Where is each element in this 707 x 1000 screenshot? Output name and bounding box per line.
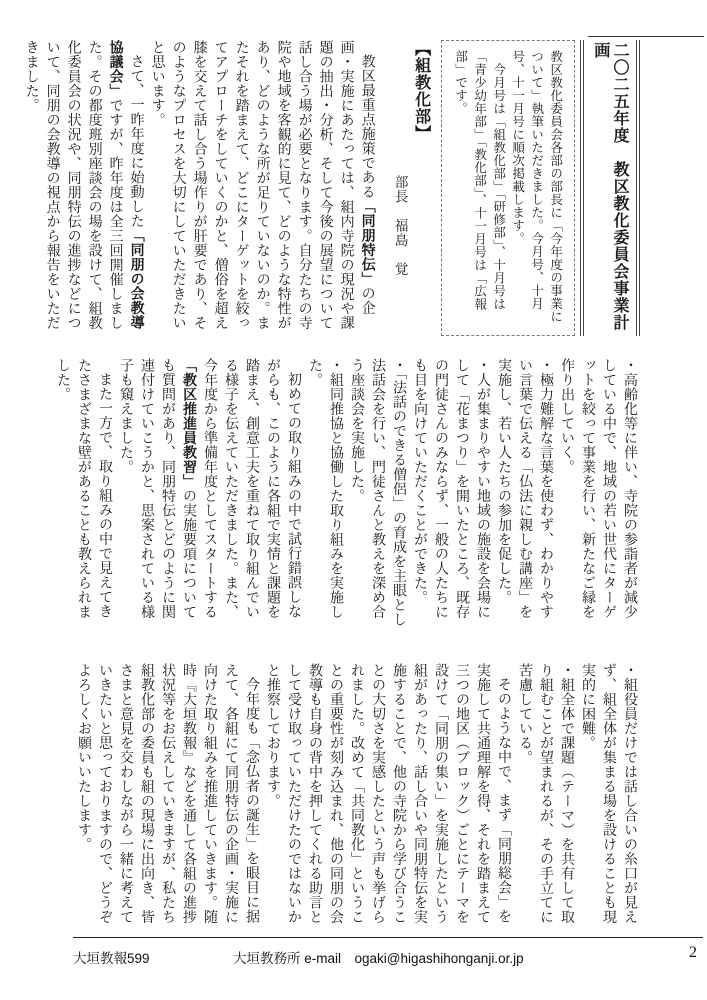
paragraph: 今月号は「組教化部」「研修部」、十月号は「青少幼年部」「教化部」、十一月号は「広報部」です。 xyxy=(453,50,506,311)
paragraph: 初めての取り組みの中で試行錯誤しながらも、このように各組で実情と課題を踏まえ、創意工夫を重ねて取り組んでいる様子を伝えていただきました。また、今年度から準備年度としてスタートする「教区推進員教習」の実施要項についても質問があり、同朋特伝とどのように関連付けていこうかと、思案されている様子も窺えました。 xyxy=(118,358,301,619)
section-author: 部長 福島 覚 xyxy=(392,175,408,277)
text-row-2 xyxy=(55,358,640,632)
publication-name: 大垣教報599 xyxy=(73,951,150,966)
paragraph: 教区教化委員会各部の部長に「今年度の事業について」執筆いただきました。今月号、十月号、十一月号に順次掲載します。 xyxy=(510,50,563,323)
page-title: 二〇二五年度 教区教化委員会事業計画 xyxy=(580,40,640,336)
paragraph: 教区最重点施策である「同朋特伝」の企画・実施にあたっては、組内寺院の現況や課題の抽出・分析、そして今後の展望について話し合う場が必要となります。自分たちの寺院や地域を客観的に見て、どのような特性があり、どのような所が足りていないのか。またそれを踏まえて、どこにターゲットを絞ってアプローチをしていくのかと、僧俗を超え膝を交えて話し合う場作りが肝要であり、そのようなプロセスを大切にしていただきたいと思います。 xyxy=(149,40,375,330)
bullet-paragraph: ・人が集まりやすい地域の施設を会場にして「花まつり」を開いたところ、既存の門徒さんのみならず、一般の人たちにも目を向けていただくことができた。 xyxy=(412,358,490,619)
footer-divider-rule xyxy=(73,937,703,938)
bullet-paragraph: ・極力難解な言葉を使わず、わかりやすい言葉で伝える「仏法に親しむ講座」を実施し、若い人たちの参加を促した。 xyxy=(496,358,553,619)
footer xyxy=(73,944,703,966)
bullet-paragraph: ・「法話のできる僧侶」の育成を主眼とし法話会を行い、門徒さんと教えを深め合う座談会を実施した。 xyxy=(349,358,406,627)
paragraph: さて、一昨年度に始動した「同朋の会教導協議会」ですが、昨年度は全三回開催しました。その都度班別座談会の場を設けて、組教化委員会の状況や、同朋特伝の進捗などについて、同朋の会教導の視点から報告をいただきました。 xyxy=(23,40,144,330)
top-divider-rule xyxy=(588,36,704,37)
bullet-paragraph: ・組同推協と協働した取り組みを実施した。 xyxy=(307,358,343,619)
paragraph: また一方で、取り組みの中で見えてきたさまざまな壁があることも教えられました。 xyxy=(55,358,112,619)
text-row-1 xyxy=(23,40,640,336)
paragraph: そのような中で、まず「同朋総会」を実施して共通理解を得、それを踏まえて三つの地区（ブロック）ごとにテーマを設けて「同朋の集い」を実施したという組があったり、話し合いや同朋特伝を実施することで、他の寺院から学び合うことの大切さを実感したという声も挙げられました。改めて「共同教化」ということの重要性が刻み込まれ、他の同朋の会教導も自身の背中を押してくれる助言として受け取っていただけたのではないかと推察しております。 xyxy=(265,663,511,924)
contact-email: 大垣教務所 e-mail ogaki@higashihonganji.or.jp xyxy=(233,951,524,966)
section-title: 【組教化部】 xyxy=(412,40,430,142)
bullet-paragraph: ・高齢化等に伴い、寺院の参詣者が減少している中で、地域の若い世代にターゲットを絞って事業を行い、新たなご縁を作り出していく。 xyxy=(559,358,637,619)
text-row-3 xyxy=(73,663,640,935)
notice-box xyxy=(441,40,575,336)
bullet-paragraph: ・組全体で課題（テーマ）を共有して取り組むことが望まれるが、その手立てに苦慮している。 xyxy=(517,663,574,924)
page-number: 2 xyxy=(689,944,697,961)
bullet-paragraph: ・組役員だけでは話し合いの糸口が見えず、組全体が集まる場を設けることも現実的に困難。 xyxy=(580,663,637,924)
paragraph: 今年度も「念仏者の誕生」を眼目に据えて、各組にて同朋特伝の企画・実施に向けた取り組みを推進していきます。随時『大垣教報』などを通して各組の進捗状況等をお伝えしていきますが、私たち組教化部の委員も組の現場に出向き、皆さまと意見を交わしながら一緒に考えていきたいと思っておりますので、どうぞよろしくお願いいたします。 xyxy=(76,663,259,924)
section-heading-block xyxy=(390,40,432,336)
body-text-row-1 xyxy=(21,40,378,336)
